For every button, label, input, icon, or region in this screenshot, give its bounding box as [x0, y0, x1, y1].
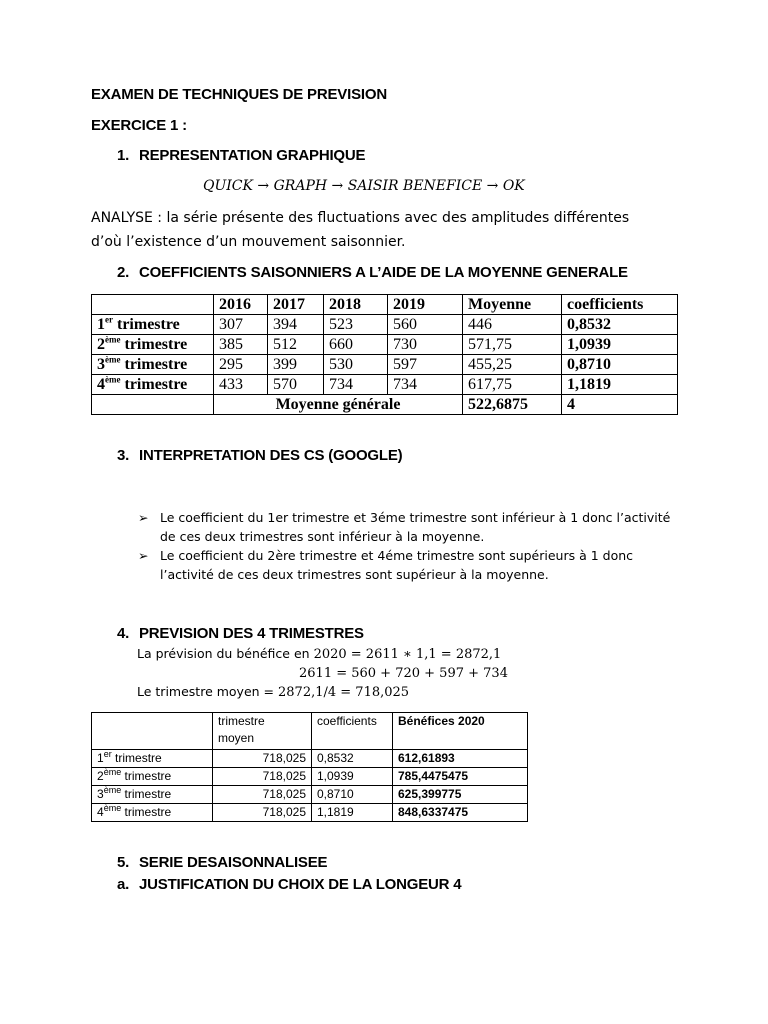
table-cell: 734	[388, 375, 463, 395]
interpretation-list	[138, 508, 698, 584]
table-cell: 617,75	[463, 375, 562, 395]
forecast-table	[91, 712, 528, 822]
table-cell: 1,0939	[312, 768, 393, 786]
row-label: 4ème trimestre	[92, 804, 213, 822]
benefit-cell: 625,399775	[393, 786, 528, 804]
exercise-heading: EXERCICE 1 :	[91, 117, 187, 134]
table-cell: 0,8710	[312, 786, 393, 804]
forecast-line-1: La prévision du bénéfice en 2020 = 2611 ∗ 1,1 = 2872,1	[137, 646, 502, 662]
header-mean-quarter: trimestre moyen	[213, 713, 312, 750]
table-header-row	[92, 295, 678, 315]
table-cell: 385	[214, 335, 268, 355]
table-cell: 1,1819	[312, 804, 393, 822]
row-label: 2ème trimestre	[92, 335, 214, 355]
section-3-title: INTERPRETATION DES CS (GOOGLE)	[139, 447, 403, 464]
section-2-title: COEFFICIENTS SAISONNIERS A L’AIDE DE LA MOYENNE GENERALE	[139, 264, 628, 281]
table-cell: 530	[324, 355, 388, 375]
coefficient-cell: 0,8710	[562, 355, 678, 375]
table-row	[92, 355, 678, 375]
table-footer-row	[92, 395, 678, 415]
list-item: ➢ Le coefficient du 2ère trimestre et 4éme trimestre sont supérieurs à 1 donc l’activité de ces deux trimestres sont supérieur à la moyenne.	[138, 548, 634, 582]
header-benefits-2020: Bénéfices 2020	[393, 713, 528, 750]
coefficient-cell: 1,0939	[562, 335, 678, 355]
table-cell: 560	[388, 315, 463, 335]
table-cell: 571,75	[463, 335, 562, 355]
table-row	[92, 804, 528, 822]
row-label: 2ème trimestre	[92, 768, 213, 786]
section-4-number: 4.	[117, 625, 130, 642]
table-cell: 597	[388, 355, 463, 375]
header-empty-cell	[92, 295, 214, 315]
section-4-title: PREVISION DES 4 TRIMESTRES	[139, 625, 364, 642]
table-row	[92, 750, 528, 768]
section-3-number: 3.	[117, 447, 130, 464]
row-label: 4ème trimestre	[92, 375, 214, 395]
analyse-line-2: d’où l’existence d’un mouvement saisonnier.	[91, 234, 406, 250]
sum-formula: 2611 = 560 + 720 + 597 + 734	[299, 666, 508, 681]
header-year: 2018	[324, 295, 388, 315]
benefit-cell: 612,61893	[393, 750, 528, 768]
table-cell: 399	[268, 355, 324, 375]
header-empty-cell	[92, 713, 213, 750]
table-cell: 570	[268, 375, 324, 395]
section-5-title: SERIE DESAISONNALISEE	[139, 854, 328, 871]
table-cell: 523	[324, 315, 388, 335]
table-cell: 718,025	[213, 804, 312, 822]
header-year: 2016	[214, 295, 268, 315]
subsection-a-title: JUSTIFICATION DU CHOIX DE LA LONGEUR 4	[139, 876, 462, 893]
coefficient-cell: 1,1819	[562, 375, 678, 395]
section-5-number: 5.	[117, 854, 130, 871]
footer-empty-cell	[92, 395, 214, 415]
formula-quick-graph: QUICK → GRAPH → SAISIR BENEFICE → OK	[203, 178, 525, 194]
table-cell: 512	[268, 335, 324, 355]
row-label: 3ème trimestre	[92, 355, 214, 375]
analyse-label: ANALYSE	[91, 210, 153, 226]
subsection-a-letter: a.	[117, 876, 130, 893]
table-row	[92, 786, 528, 804]
coefficient-cell: 0,8532	[562, 315, 678, 335]
mean-quarter-line: Le trimestre moyen = 2872,1/4 = 718,025	[137, 684, 410, 700]
table-cell: 730	[388, 335, 463, 355]
table-row	[92, 315, 678, 335]
coefficient-sum: 4	[562, 395, 678, 415]
table-cell: 307	[214, 315, 268, 335]
analyse-line-1: : la série présente des fluctuations avec des amplitudes différentes	[152, 210, 630, 226]
benefit-cell: 785,4475475	[393, 768, 528, 786]
section-1-title: REPRESENTATION GRAPHIQUE	[139, 147, 366, 164]
table-cell: 0,8532	[312, 750, 393, 768]
header-coefficients: coefficients	[562, 295, 678, 315]
row-label: 1er trimestre	[92, 750, 213, 768]
arrow-bullet-icon: ➢	[138, 548, 149, 563]
table-cell: 455,25	[463, 355, 562, 375]
table-cell: 660	[324, 335, 388, 355]
table-row	[92, 768, 528, 786]
table-cell: 394	[268, 315, 324, 335]
general-mean-value: 522,6875	[463, 395, 562, 415]
seasonal-coefficients-table	[91, 294, 678, 415]
table-cell: 734	[324, 375, 388, 395]
general-mean-label: Moyenne générale	[214, 395, 463, 415]
table-row	[92, 375, 678, 395]
row-label: 1er trimestre	[92, 315, 214, 335]
table-row	[92, 335, 678, 355]
table-cell: 718,025	[213, 768, 312, 786]
header-coefficients: coefficients	[312, 713, 393, 750]
table-cell: 718,025	[213, 786, 312, 804]
mean-quarter-formula: 2872,1/4 = 718,025	[278, 685, 410, 700]
document-title: EXAMEN DE TECHNIQUES DE PREVISION	[91, 86, 387, 103]
list-item: ➢ Le coefficient du 1er trimestre et 3éme trimestre sont inférieur à 1 donc l’activité de ces deux trimestres sont inférieur à la moyenne.	[138, 510, 671, 544]
table-cell: 433	[214, 375, 268, 395]
row-label: 3ème trimestre	[92, 786, 213, 804]
benefit-cell: 848,6337475	[393, 804, 528, 822]
section-2-number: 2.	[117, 264, 130, 281]
arrow-bullet-icon: ➢	[138, 510, 149, 525]
table-cell: 295	[214, 355, 268, 375]
table-cell: 718,025	[213, 750, 312, 768]
section-1-number: 1.	[117, 147, 130, 164]
table-cell: 446	[463, 315, 562, 335]
table-header-row	[92, 713, 528, 750]
header-year: 2017	[268, 295, 324, 315]
header-year: 2019	[388, 295, 463, 315]
forecast-formula: 2020 = 2611 ∗ 1,1 = 2872,1	[313, 647, 502, 662]
analyse-paragraph	[91, 206, 691, 254]
header-mean: Moyenne	[463, 295, 562, 315]
